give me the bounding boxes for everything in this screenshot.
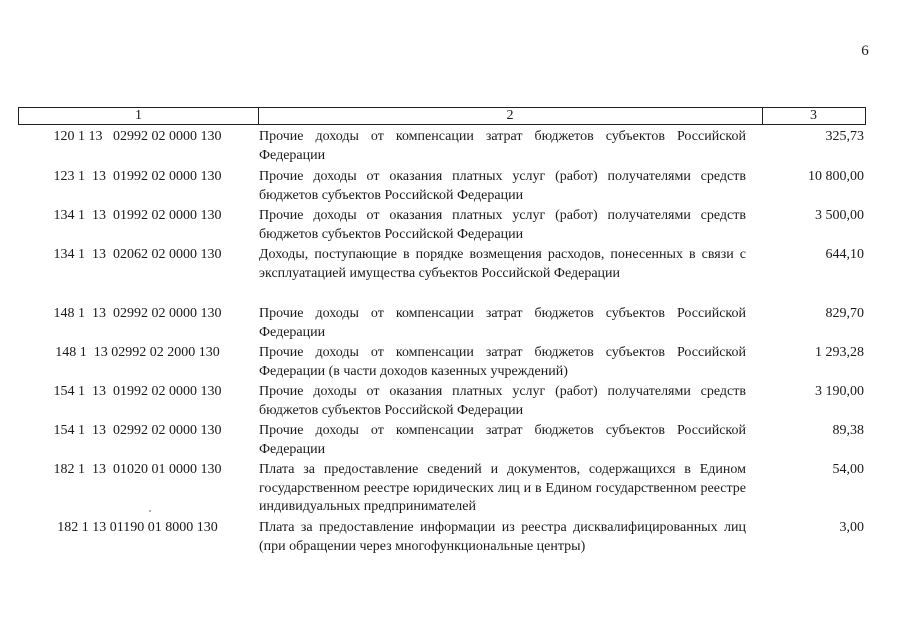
page-number: 6 [861, 43, 869, 59]
budget-code: 154 1 13 02992 02 0000 130 [53, 423, 222, 438]
budget-code: 182 1 13 01190 01 8000 130 [57, 520, 218, 535]
income-description: Прочие доходы от оказания платных услуг (работ) получателями средств бюджетов субъектов Российской Федерации [259, 384, 746, 418]
income-description: Прочие доходы от компенсации затрат бюджетов субъектов Российской Федерации [259, 129, 746, 163]
budget-code: 148 1 13 02992 02 0000 130 [53, 306, 222, 321]
income-description: Плата за предоставление информации из реестра дисквалифицированных лиц (при обращении через многофункциональные центры) [259, 520, 746, 554]
amount: 3,00 [839, 520, 864, 535]
income-description: Прочие доходы от компенсации затрат бюджетов субъектов Российской Федерации [259, 423, 746, 457]
amount: 644,10 [825, 247, 864, 262]
income-description: Прочие доходы от компенсации затрат бюджетов субъектов Российской Федерации (в части доходов казенных учреждений) [259, 345, 746, 379]
scan-speck [149, 510, 151, 512]
amount: 829,70 [825, 306, 864, 321]
budget-code: 120 1 13 02992 02 0000 130 [53, 129, 222, 144]
income-description: Плата за предоставление сведений и документов, содержащихся в Едином государственном реестре юридических лиц и в Едином государственном реестре индивидуальных предпринимателей [259, 462, 746, 514]
budget-code: 123 1 13 01992 02 0000 130 [53, 169, 222, 184]
budget-code: 134 1 13 01992 02 0000 130 [53, 208, 222, 223]
budget-code: 134 1 13 02062 02 0000 130 [53, 247, 222, 262]
amount: 3 500,00 [815, 208, 864, 223]
budget-code: 148 1 13 02992 02 2000 130 [55, 345, 220, 360]
budget-code: 154 1 13 01992 02 0000 130 [53, 384, 222, 399]
income-description: Прочие доходы от оказания платных услуг (работ) получателями средств бюджетов субъектов Российской Федерации [259, 169, 746, 203]
header-col-3: 3 [810, 108, 817, 123]
amount: 54,00 [832, 462, 864, 477]
amount: 89,38 [832, 423, 864, 438]
amount: 325,73 [825, 129, 864, 144]
amount: 3 190,00 [815, 384, 864, 399]
header-col-2: 2 [258, 108, 763, 124]
table-header [18, 107, 866, 125]
income-description: Прочие доходы от оказания платных услуг (работ) получателями средств бюджетов субъектов Российской Федерации [259, 208, 746, 242]
header-col-1: 1 [19, 108, 259, 124]
income-description: Прочие доходы от компенсации затрат бюджетов субъектов Российской Федерации [259, 306, 746, 340]
income-description: Доходы, поступающие в порядке возмещения расходов, понесенных в связи с эксплуатацией имущества субъектов Российской Федерации [259, 247, 746, 281]
amount: 10 800,00 [808, 169, 864, 184]
amount: 1 293,28 [815, 345, 864, 360]
budget-code: 182 1 13 01020 01 0000 130 [53, 462, 222, 477]
